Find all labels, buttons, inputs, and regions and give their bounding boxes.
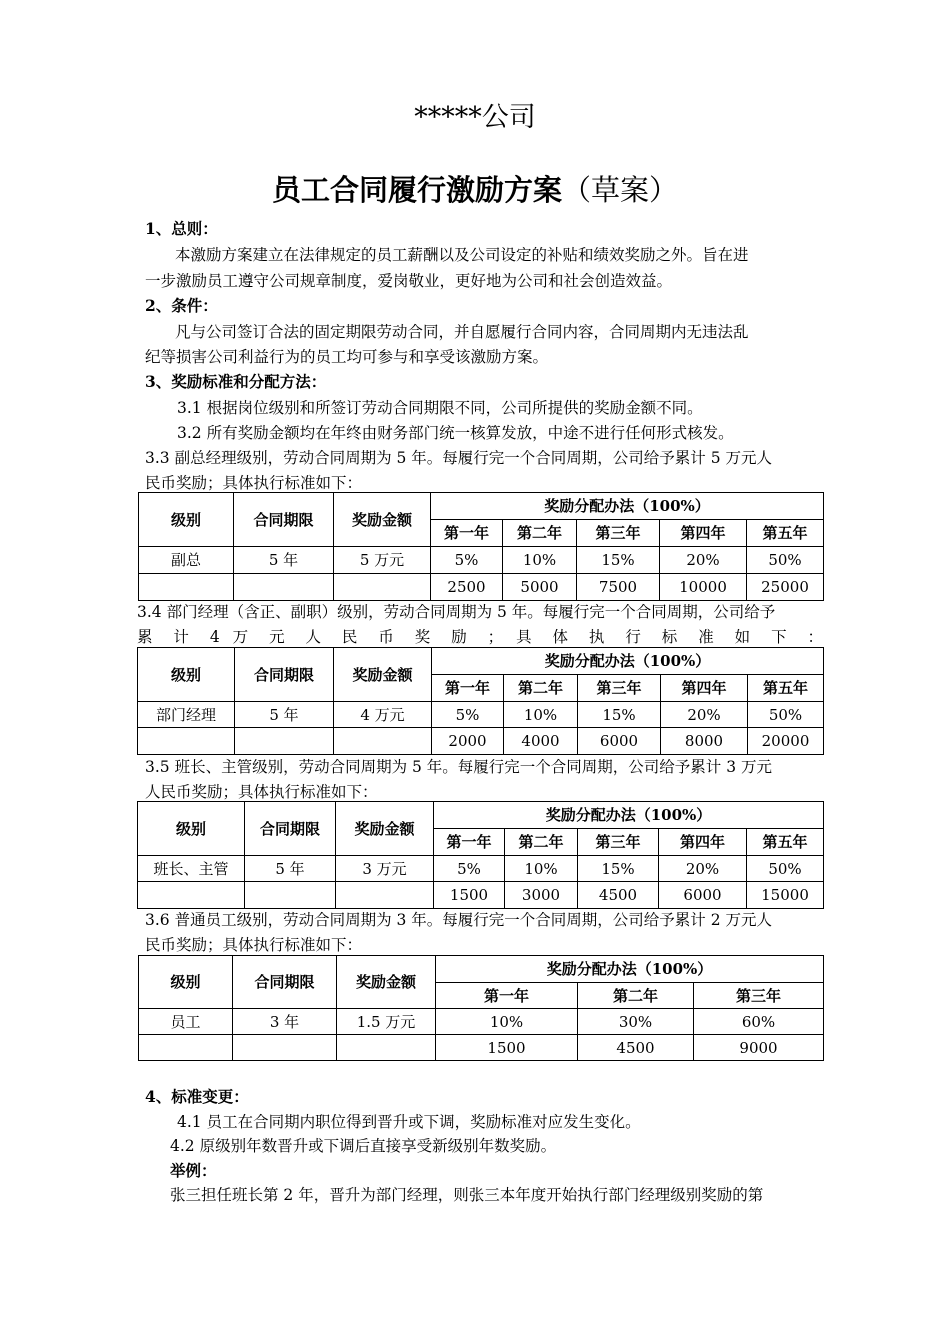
cell-value: 9000: [694, 1035, 824, 1061]
header-year-1: 第一年: [432, 675, 504, 702]
header-year-5: 第五年: [747, 520, 824, 547]
section-4-1: 4.1 员工在合同期内职位得到晋升或下调，奖励标准对应发生变化。: [177, 1113, 641, 1131]
section-4-heading: 4、标准变更：: [145, 1087, 249, 1106]
header-amount: 奖励金额: [337, 956, 436, 1009]
cell-pct: 5%: [431, 547, 503, 574]
cell-pct: 10%: [436, 1009, 578, 1035]
cell-empty: [334, 728, 432, 755]
header-method: 奖励分配办法（100%）: [431, 493, 824, 520]
cell-value: 2000: [432, 728, 504, 755]
cell-pct: 20%: [659, 856, 747, 882]
section-3-4-line-1: 3.4 部门经理（含正、副职）级别，劳动合同周期为 5 年。每履行完一个合同周期，公司给予: [137, 603, 776, 621]
header-level: 级别: [138, 802, 245, 856]
section-4-2: 4.2 原级别年数晋升或下调后直接享受新级别年数奖励。: [170, 1137, 557, 1155]
title-suffix: （草案）: [562, 173, 679, 207]
header-amount: 奖励金额: [334, 493, 431, 547]
example-text: 张三担任班长第 2 年，晋升为部门经理，则张三本年度开始执行部门经理级别奖励的第: [170, 1186, 764, 1204]
cell-value: 4500: [578, 882, 659, 909]
cell-empty: [139, 574, 234, 601]
header-amount: 奖励金额: [336, 802, 434, 856]
cell-pct: 15%: [578, 856, 659, 882]
cell-amount: 1.5 万元: [337, 1009, 436, 1035]
header-year-2: 第二年: [505, 829, 578, 856]
cell-pct: 50%: [748, 702, 824, 728]
cell-pct: 10%: [505, 856, 578, 882]
section-3-5-line-1: 3.5 班长、主管级别，劳动合同周期为 5 年。每履行完一个合同周期，公司给予累计 3 万元: [145, 758, 773, 776]
cell-value: 4000: [504, 728, 578, 755]
header-level: 级别: [139, 956, 233, 1009]
cell-empty: [337, 1035, 436, 1061]
cell-pct: 5%: [434, 856, 505, 882]
header-level: 级别: [139, 493, 234, 547]
section-3-6-line-2: 民币奖励；具体执行标准如下：: [145, 936, 363, 954]
cell-value: 8000: [661, 728, 748, 755]
cell-value: 15000: [747, 882, 824, 909]
cell-value: 6000: [578, 728, 661, 755]
cell-pct: 50%: [747, 547, 824, 574]
cell-amount: 4 万元: [334, 702, 432, 728]
cell-value: 25000: [747, 574, 824, 601]
cell-period: 5 年: [245, 856, 336, 882]
section-2-heading: 2、条件：: [145, 296, 218, 315]
header-year-1: 第一年: [431, 520, 503, 547]
reward-table-vice-president: [138, 492, 824, 601]
cell-empty: [138, 882, 245, 909]
cell-pct: 15%: [578, 702, 661, 728]
cell-value: 1500: [434, 882, 505, 909]
header-amount: 奖励金额: [334, 648, 432, 702]
cell-empty: [336, 882, 434, 909]
cell-pct: 20%: [661, 702, 748, 728]
header-method: 奖励分配办法（100%）: [432, 648, 824, 675]
cell-pct: 50%: [747, 856, 824, 882]
example-label: 举例：: [170, 1161, 217, 1180]
cell-empty: [138, 728, 235, 755]
header-period: 合同期限: [234, 493, 334, 547]
header-year-3: 第三年: [578, 829, 659, 856]
document-title: [0, 171, 950, 209]
cell-value: 7500: [577, 574, 660, 601]
section-3-3-line-1: 3.3 副总经理级别，劳动合同周期为 5 年。每履行完一个合同周期，公司给予累计 5 万元人: [145, 449, 773, 467]
reward-table-team-leader: [137, 801, 824, 909]
cell-pct: 30%: [578, 1009, 694, 1035]
cell-period: 3 年: [233, 1009, 337, 1035]
reward-table-department-manager: [137, 647, 824, 755]
cell-level: 部门经理: [138, 702, 235, 728]
header-level: 级别: [138, 648, 235, 702]
header-year-4: 第四年: [660, 520, 747, 547]
cell-pct: 60%: [694, 1009, 824, 1035]
header-method: 奖励分配办法（100%）: [436, 956, 824, 983]
section-3-heading: 3、奖励标准和分配方法：: [145, 372, 327, 391]
cell-value: 10000: [660, 574, 747, 601]
cell-pct: 15%: [577, 547, 660, 574]
cell-level: 员工: [139, 1009, 233, 1035]
cell-level: 副总: [139, 547, 234, 574]
section-1-text-1: 本激励方案建立在法律规定的员工薪酬以及公司设定的补贴和绩效奖励之外。旨在进: [175, 246, 749, 264]
cell-value: 6000: [659, 882, 747, 909]
title-main: 员工合同履行激励方案: [271, 173, 562, 207]
cell-pct: 5%: [432, 702, 504, 728]
cell-pct: 10%: [504, 702, 578, 728]
header-period: 合同期限: [245, 802, 336, 856]
cell-value: 2500: [431, 574, 503, 601]
cell-empty: [245, 882, 336, 909]
cell-empty: [334, 574, 431, 601]
header-year-4: 第四年: [659, 829, 747, 856]
header-year-1: 第一年: [436, 983, 578, 1009]
header-year-2: 第二年: [503, 520, 577, 547]
cell-value: 20000: [748, 728, 824, 755]
section-2-text-1: 凡与公司签订合法的固定期限劳动合同，并自愿履行合同内容，合同周期内无违法乱: [175, 323, 749, 341]
reward-table-employee: [138, 955, 824, 1061]
header-year-5: 第五年: [748, 675, 824, 702]
cell-value: 4500: [578, 1035, 694, 1061]
header-year-3: 第三年: [578, 675, 661, 702]
header-year-4: 第四年: [661, 675, 748, 702]
cell-value: 5000: [503, 574, 577, 601]
section-1-text-2: 一步激励员工遵守公司规章制度，爱岗敬业，更好地为公司和社会创造效益。: [145, 272, 673, 290]
cell-amount: 5 万元: [334, 547, 431, 574]
header-method: 奖励分配办法（100%）: [434, 802, 824, 829]
cell-empty: [233, 1035, 337, 1061]
header-year-3: 第三年: [694, 983, 824, 1009]
header-period: 合同期限: [233, 956, 337, 1009]
header-year-5: 第五年: [747, 829, 824, 856]
cell-empty: [235, 728, 334, 755]
header-year-1: 第一年: [434, 829, 505, 856]
cell-period: 5 年: [235, 702, 334, 728]
header-year-2: 第二年: [578, 983, 694, 1009]
cell-level: 班长、主管: [138, 856, 245, 882]
header-year-3: 第三年: [577, 520, 660, 547]
section-2-text-2: 纪等损害公司利益行为的员工均可参与和享受该激励方案。: [145, 348, 549, 366]
section-3-2: 3.2 所有奖励金额均在年终由财务部门统一核算发放，中途不进行任何形式核发。: [177, 424, 734, 442]
header-year-2: 第二年: [504, 675, 578, 702]
section-3-1: 3.1 根据岗位级别和所签订劳动合同期限不同，公司所提供的奖励金额不同。: [177, 399, 703, 417]
section-1-heading: 1、总则：: [145, 219, 218, 238]
cell-value: 1500: [436, 1035, 578, 1061]
cell-pct: 10%: [503, 547, 577, 574]
cell-period: 5 年: [234, 547, 334, 574]
cell-value: 3000: [505, 882, 578, 909]
cell-amount: 3 万元: [336, 856, 434, 882]
cell-empty: [139, 1035, 233, 1061]
company-name: *****公司: [414, 102, 536, 133]
section-3-3-line-2: 民币奖励；具体执行标准如下：: [145, 474, 363, 492]
cell-empty: [234, 574, 334, 601]
section-3-6-line-1: 3.6 普通员工级别，劳动合同周期为 3 年。每履行完一个合同周期，公司给予累计 2 万元人: [145, 911, 773, 929]
section-3-4-line-2: 累 计 4 万 元 人 民 币 奖 励 ； 具 体 执 行 标 准 如 下 ：: [137, 628, 823, 646]
cell-pct: 20%: [660, 547, 747, 574]
header-period: 合同期限: [235, 648, 334, 702]
section-3-5-line-2: 人民币奖励；具体执行标准如下：: [145, 783, 378, 801]
